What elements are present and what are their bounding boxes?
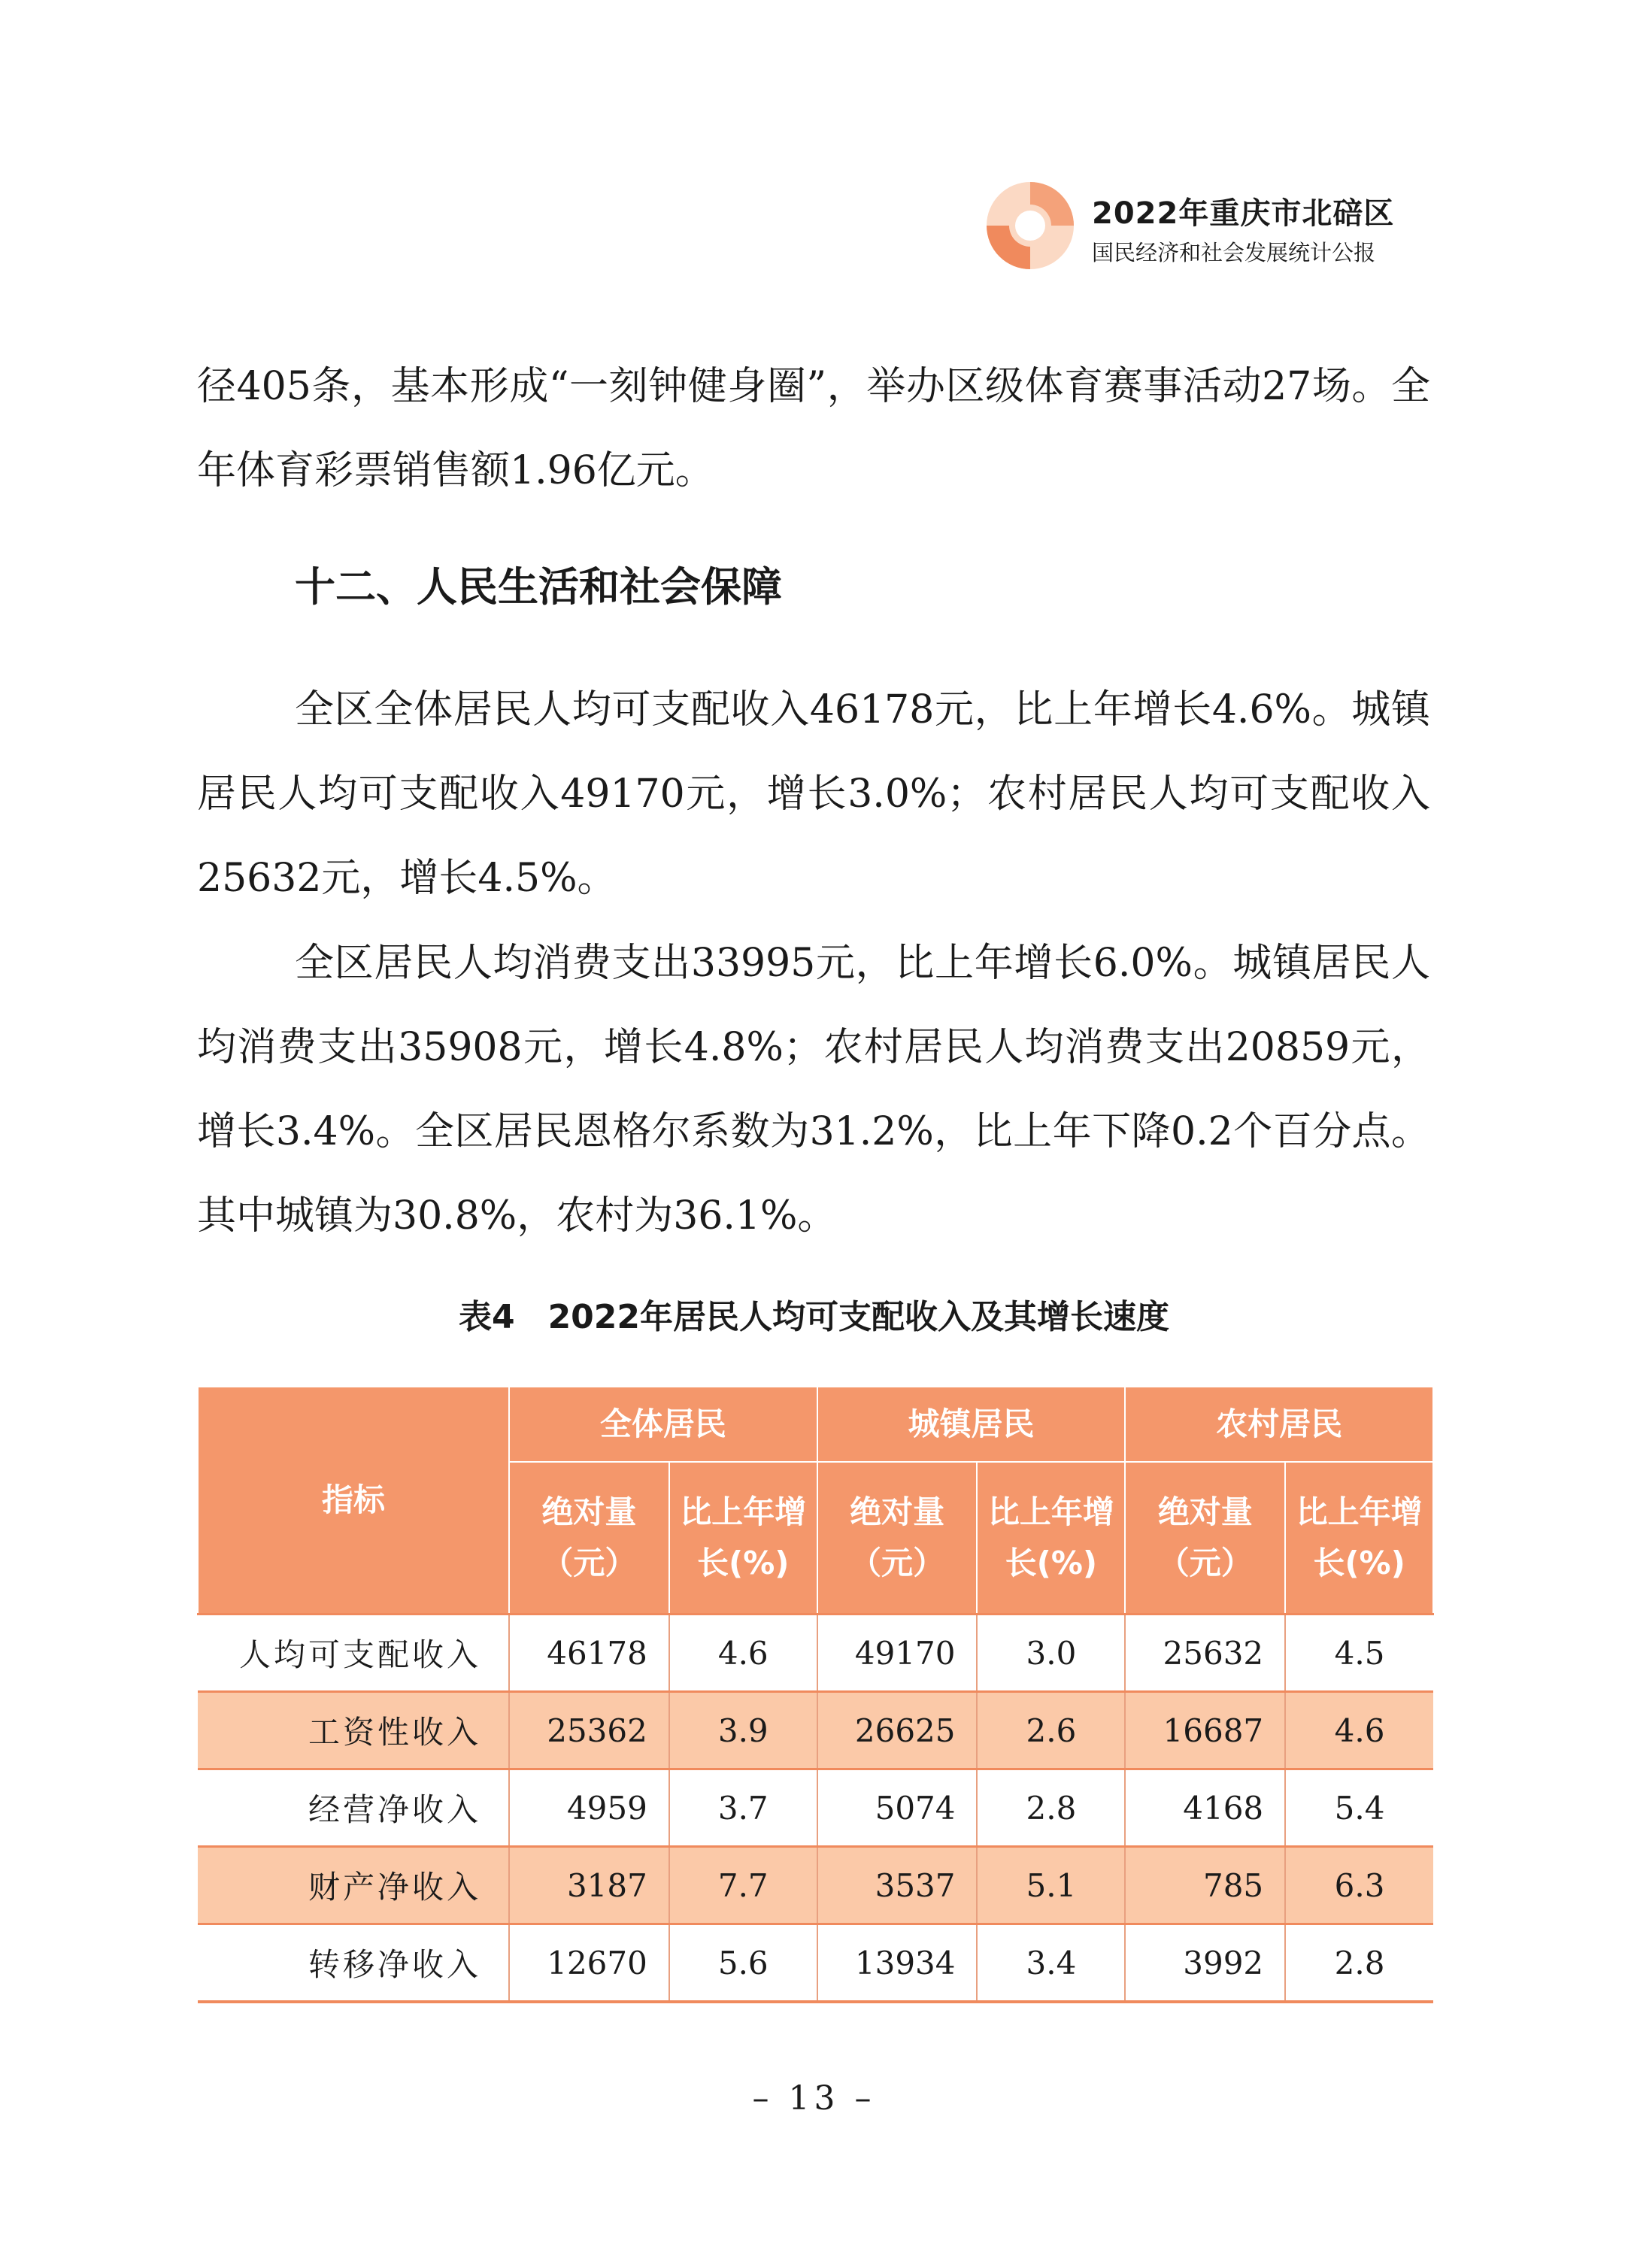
cell-urban-growth: 5.1 <box>977 1847 1125 1924</box>
table-row <box>198 1615 1433 1692</box>
subheader-absolute: 绝对量（元） <box>1125 1462 1285 1615</box>
cell-all-growth: 3.7 <box>669 1769 817 1847</box>
cell-all-growth: 5.6 <box>669 1924 817 2003</box>
table-caption: 表4 2022年居民人均可支配收入及其增长速度 <box>458 1298 1170 1336</box>
paragraph-sports <box>197 344 1430 513</box>
cell-all-absolute: 46178 <box>509 1615 669 1692</box>
table-header-row <box>198 1387 1433 1462</box>
cell-all-absolute: 12670 <box>509 1924 669 2003</box>
cell-all-absolute: 25362 <box>509 1692 669 1769</box>
table-row <box>198 1692 1433 1769</box>
group-header-all: 全体居民 <box>509 1387 817 1462</box>
row-label: 工资性收入 <box>198 1692 509 1769</box>
subheader-absolute: 绝对量（元） <box>509 1462 669 1615</box>
cell-urban-absolute: 26625 <box>817 1692 978 1769</box>
page-header <box>978 173 1444 278</box>
paragraph-income <box>197 668 1430 920</box>
cell-rural-growth: 5.4 <box>1285 1769 1433 1847</box>
cell-rural-growth: 4.5 <box>1285 1615 1433 1692</box>
cell-urban-growth: 2.8 <box>977 1769 1125 1847</box>
cell-rural-growth: 2.8 <box>1285 1924 1433 2003</box>
cell-rural-absolute: 4168 <box>1125 1769 1285 1847</box>
group-header-rural: 农村居民 <box>1125 1387 1433 1462</box>
index-header: 指标 <box>198 1387 509 1615</box>
subheader-growth: 比上年增长(%) <box>977 1462 1125 1615</box>
section-title: 十二、人民生活和社会保障 <box>295 563 782 611</box>
paragraph-consumption <box>197 921 1430 1258</box>
subheader-absolute: 绝对量（元） <box>817 1462 978 1615</box>
row-label: 经营净收入 <box>198 1769 509 1847</box>
cell-all-growth: 4.6 <box>669 1615 817 1692</box>
income-table <box>197 1387 1434 2003</box>
cell-urban-growth: 2.6 <box>977 1692 1125 1769</box>
row-label: 转移净收入 <box>198 1924 509 2003</box>
subheader-growth: 比上年增长(%) <box>1285 1462 1433 1615</box>
cell-rural-absolute: 16687 <box>1125 1692 1285 1769</box>
row-label: 人均可支配收入 <box>198 1615 509 1692</box>
row-label: 财产净收入 <box>198 1847 509 1924</box>
table-row <box>198 1924 1433 2003</box>
header-title: 2022年重庆市北碚区 <box>1092 196 1395 231</box>
cell-rural-absolute: 25632 <box>1125 1615 1285 1692</box>
page-number: – 13 – <box>752 2079 876 2118</box>
subheader-growth: 比上年增长(%) <box>669 1462 817 1615</box>
cell-urban-absolute: 5074 <box>817 1769 978 1847</box>
cell-rural-absolute: 785 <box>1125 1847 1285 1924</box>
header-subtitle: 国民经济和社会发展统计公报 <box>1092 240 1376 265</box>
paragraph-text: 径405条，基本形成“一刻钟健身圈”，举办区级体育赛事活动27场。全年体育彩票销售额1.96亿元。 <box>197 364 1430 493</box>
cell-urban-absolute: 49170 <box>817 1615 978 1692</box>
cell-rural-growth: 6.3 <box>1285 1847 1433 1924</box>
group-header-urban: 城镇居民 <box>817 1387 1126 1462</box>
cell-all-growth: 3.9 <box>669 1692 817 1769</box>
table-row <box>198 1769 1433 1847</box>
cell-rural-absolute: 3992 <box>1125 1924 1285 2003</box>
cell-urban-growth: 3.0 <box>977 1615 1125 1692</box>
paragraph-text: 全区全体居民人均可支配收入46178元，比上年增长4.6%。城镇居民人均可支配收入49170元，增长3.0%；农村居民人均可支配收入25632元，增长4.5%。 <box>197 687 1430 901</box>
cell-all-absolute: 4959 <box>509 1769 669 1847</box>
cell-all-absolute: 3187 <box>509 1847 669 1924</box>
cell-urban-absolute: 3537 <box>817 1847 978 1924</box>
table-row <box>198 1847 1433 1924</box>
cell-all-growth: 7.7 <box>669 1847 817 1924</box>
cell-urban-absolute: 13934 <box>817 1924 978 2003</box>
report-logo-icon <box>978 173 1083 278</box>
paragraph-text: 全区居民人均消费支出33995元，比上年增长6.0%。城镇居民人均消费支出35908元，增长4.8%；农村居民人均消费支出20859元，增长3.4%。全区居民恩格尔系数为31.2%，比上年下降0.2个百分点。其中城镇为30.8%，农村为36.1%。 <box>197 941 1430 1239</box>
cell-urban-growth: 3.4 <box>977 1924 1125 2003</box>
cell-rural-growth: 4.6 <box>1285 1692 1433 1769</box>
